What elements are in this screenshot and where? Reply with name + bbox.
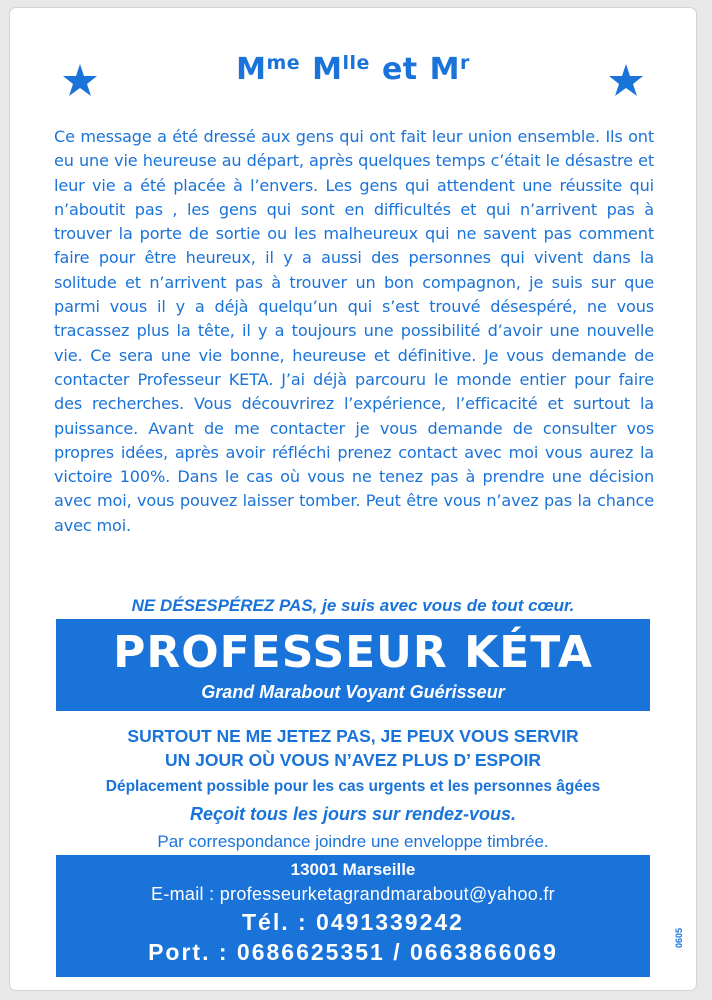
slogan: NE DÉSESPÉREZ PAS, je suis avec vous de tout cœur. xyxy=(131,596,575,615)
title-mme: M xyxy=(236,52,267,87)
city: 13001 Marseille xyxy=(290,860,416,879)
professor-name: PROFESSEUR KÉTA xyxy=(113,627,593,678)
notice-line-3: Déplacement possible pour les cas urgents et les personnes âgées xyxy=(105,778,601,795)
mobile-phones: Port. : 0686625351 / 0663866069 xyxy=(148,939,558,965)
title-mr-sup: r xyxy=(460,52,470,74)
contact-box xyxy=(56,855,650,977)
title-mlle: M xyxy=(312,52,343,87)
title-et: et xyxy=(381,52,418,87)
crescent-star-icon xyxy=(592,58,662,120)
print-code: 0605 xyxy=(674,927,684,948)
title-mr: M xyxy=(429,52,460,87)
notice-line-2: UN JOUR OÙ VOUS N’AVEZ PLUS D’ ESPOIR xyxy=(165,750,541,770)
message-paragraph: Ce message a été dressé aux gens qui ont fait leur union ensemble. Ils ont eu une vie heureuse au départ, après quelques temps c’était le désastre et leur vie a été placée à l’envers. Les gens qui attendent une réussite qui n’aboutit pas , les gens qui sont en difficultés et qui n’arrivent pas à trouver la porte de sortie ou les malheureux qui ne savent pas comment faire pour être heureux, il y a aussi des personnes qui vivent dans la solitude et n’arrivent pas à trouver un bon compagnon, je suis sur que parmi vous il y a déjà quelqu’un qui s’est trouvé désespéré, ne vous tracassez plus la tête, il y a toujours une possibilité d’avoir une nouvelle vie. Ce sera une vie bonne, heureuse et définitive. Je vous demande de contacter Professeur KETA. J’ai déjà parcouru le monde entier pour faire des recherches. Vous découvrirez l’expérience, l’efficacité et surtout la puissance. Avant de me contacter je vous demande de consulter vos propres idées, après avoir réfléchi prenez contact avec moi vous aurez la victoire 100%. Dans le cas où vous ne tenez pas à prendre une décision avec moi, vous pouvez laisser tomber. Peut être vous n’avez pas la chance avec moi. xyxy=(54,127,654,535)
salutation-title xyxy=(236,52,470,87)
notice-line-1: SURTOUT NE ME JETEZ PAS, JE PEUX VOUS SERVIR xyxy=(127,726,579,746)
notice-line-5: Par correspondance joindre une enveloppe timbrée. xyxy=(157,832,549,851)
title-mlle-sup: lle xyxy=(342,52,370,74)
notice-line-4: Reçoit tous les jours sur rendez-vous. xyxy=(189,804,517,824)
title-mme-sup: me xyxy=(266,52,301,74)
flyer xyxy=(10,8,696,990)
professor-subtitle: Grand Marabout Voyant Guérisseur xyxy=(201,682,505,702)
telephone: Tél. : 0491339242 xyxy=(242,909,464,935)
name-banner xyxy=(56,619,650,711)
email: E-mail : professeurketagrandmarabout@yahoo.fr xyxy=(151,884,555,904)
